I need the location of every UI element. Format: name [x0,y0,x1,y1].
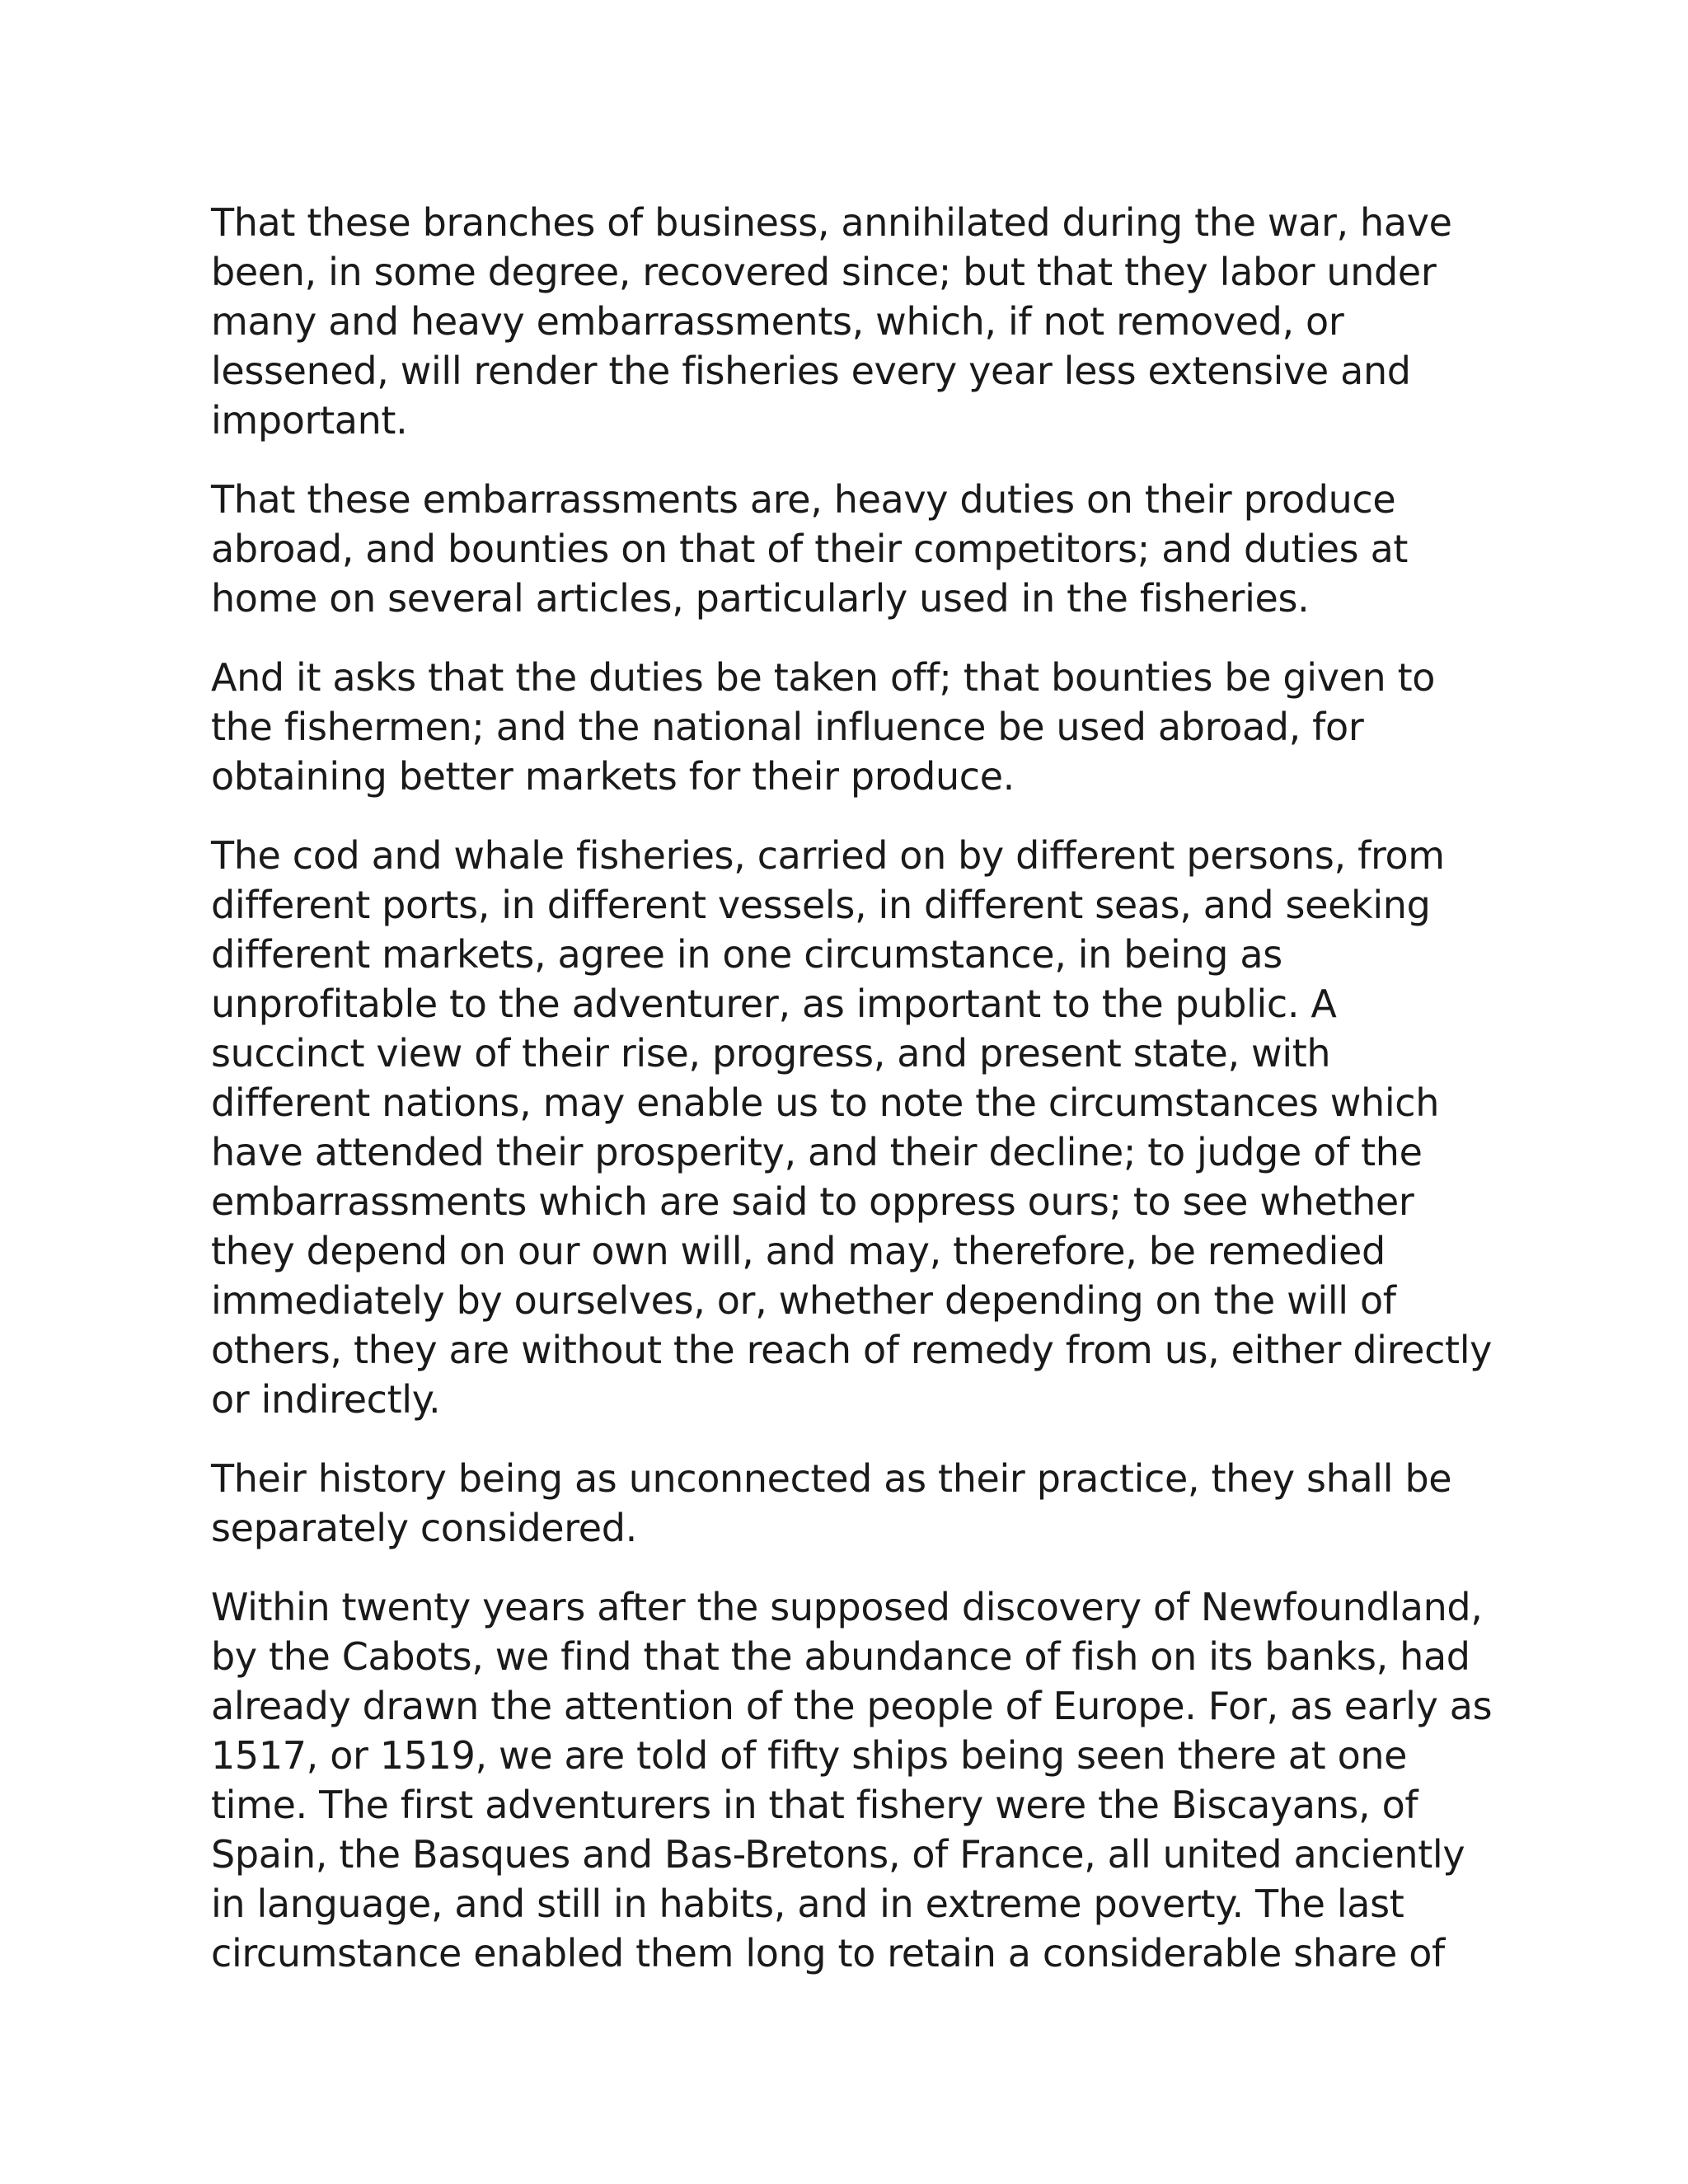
body-text [211,198,1497,2008]
paragraph-4: The cod and whale fisheries, carried on by different persons, from different ports, in different vessels, in different seas, and seeking different markets, agree in one circumstance, in being as unprofitable to the adventurer, as important to the public. A succinct view of their rise, progress, and present state, with different nations, may enable us to note the circumstances which have attended their prosperity, and their decline; to judge of the embarrassments which are said to oppress ours; to see whether they depend on our own will, and may, therefore, be remedied immediately by ourselves, or, whether depending on the will of others, they are without the reach of remedy from us, either directly or indirectly. [211,833,1493,1422]
paragraph-6: Within twenty years after the supposed discovery of Newfoundland, by the Cabots, we find that the abundance of fish on its banks, had already drawn the attention of the people of Europe. For, as early as 1517, or 1519, we are told of fifty ships being seen there at one time. The first adventurers in that fishery were the Biscayans, of Spain, the Basques and Bas-Bretons, of France, all united anciently in language, and still in habits, and in extreme poverty. The last circumstance enabled them long to retain a considerable share of [211,1585,1493,1975]
paragraph-3: And it asks that the duties be taken off; that bounties be given to the fishermen; and the national influence be used abroad, for obtaining better markets for their produce. [211,655,1436,799]
paragraph-2: That these embarrassments are, heavy duties on their produce abroad, and bounties on that of their competitors; and duties at home on several articles, particularly used in the fisheries. [211,477,1409,621]
paragraph-1: That these branches of business, annihilated during the war, have been, in some degree, recovered since; but that they labor under many and heavy embarrassments, which, if not removed, or lessened, will render the fisheries every year less extensive and important. [211,200,1452,443]
paragraph-5: Their history being as unconnected as their practice, they shall be separately considered. [211,1456,1452,1550]
